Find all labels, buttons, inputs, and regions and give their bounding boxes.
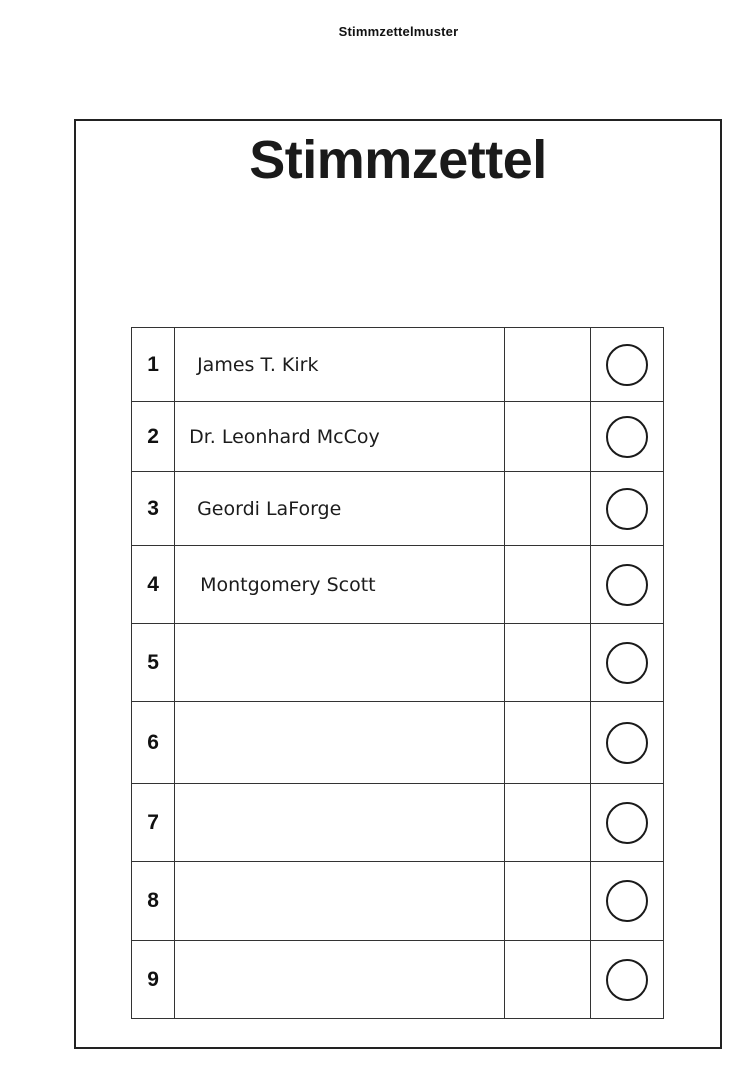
ballot-sheet [74,119,722,1049]
candidate-name: Montgomery Scott [175,546,505,624]
blank-cell [504,402,590,472]
candidate-name [175,862,505,941]
candidate-name: James T. Kirk [175,328,505,402]
candidate-number: 1 [132,328,175,402]
candidate-table [131,327,664,1019]
candidate-number: 2 [132,402,175,472]
blank-cell [504,862,590,941]
candidate-name: Geordi LaForge [175,472,505,546]
table-row [132,862,664,941]
candidate-name [175,702,505,784]
vote-circle[interactable] [606,564,648,606]
table-row [132,328,664,402]
table-row [132,624,664,702]
vote-cell[interactable] [590,624,663,702]
vote-circle[interactable] [606,416,648,458]
vote-circle[interactable] [606,802,648,844]
candidate-number: 4 [132,546,175,624]
blank-cell [504,702,590,784]
ballot-title: Stimmzettel [249,130,547,190]
candidate-name [175,624,505,702]
candidate-number: 3 [132,472,175,546]
vote-cell[interactable] [590,546,663,624]
table-row [132,402,664,472]
candidate-name [175,784,505,862]
candidate-number: 6 [132,702,175,784]
vote-circle[interactable] [606,488,648,530]
candidate-number: 7 [132,784,175,862]
blank-cell [504,546,590,624]
candidate-number: 9 [132,941,175,1019]
blank-cell [504,472,590,546]
vote-cell[interactable] [590,702,663,784]
vote-circle[interactable] [606,642,648,684]
vote-cell[interactable] [590,328,663,402]
vote-cell[interactable] [590,941,663,1019]
vote-cell[interactable] [590,862,663,941]
table-row [132,702,664,784]
candidate-name [175,941,505,1019]
table-row [132,472,664,546]
table-row [132,546,664,624]
blank-cell [504,784,590,862]
blank-cell [504,941,590,1019]
table-row [132,784,664,862]
vote-circle[interactable] [606,344,648,386]
vote-cell[interactable] [590,472,663,546]
vote-cell[interactable] [590,402,663,472]
candidate-number: 8 [132,862,175,941]
vote-circle[interactable] [606,880,648,922]
blank-cell [504,328,590,402]
blank-cell [504,624,590,702]
vote-cell[interactable] [590,784,663,862]
candidate-number: 5 [132,624,175,702]
vote-circle[interactable] [606,959,648,1001]
candidate-name: Dr. Leonhard McCoy [175,402,505,472]
document-header-label: Stimmzettelmuster [338,24,459,39]
vote-circle[interactable] [606,722,648,764]
table-row [132,941,664,1019]
